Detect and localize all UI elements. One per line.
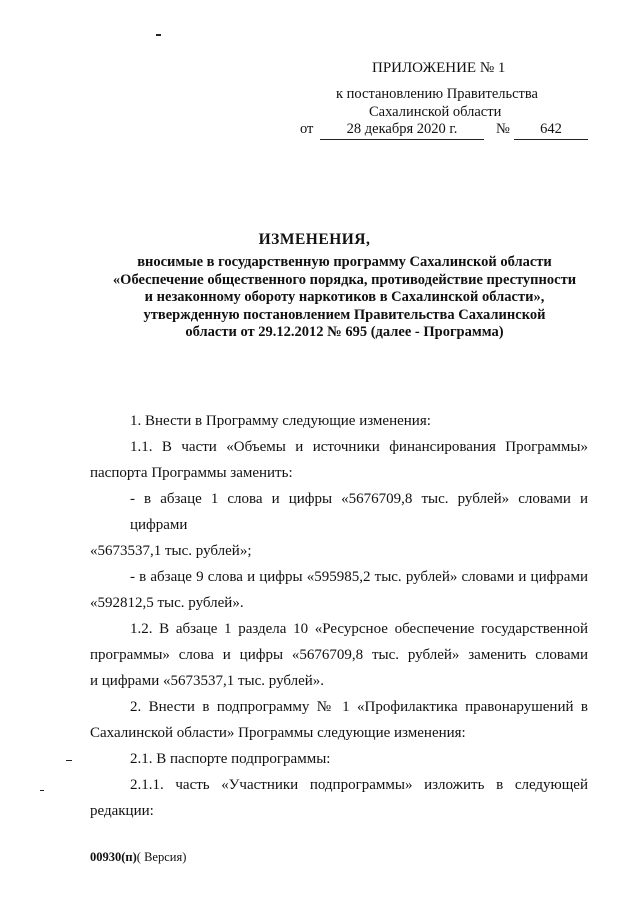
paragraph-1-1-a-cont: «5673537,1 тыс. рублей»; (90, 543, 252, 559)
paragraph-2-1: 2.1. В паспорте подпрограммы: (130, 751, 331, 767)
paragraph-1-1: 1.1. В части «Объемы и источники финансирования Программы» (130, 439, 588, 455)
paragraph-1-1-b-cont: «592812,5 тыс. рублей». (90, 595, 244, 611)
subtitle-line: и незаконному обороту наркотиков в Сахалинской области», (144, 289, 545, 305)
paragraph-2: 2. Внести в подпрограмму № 1 «Профилактика правонарушений в (130, 699, 588, 715)
paragraph-2-1-1-cont: редакции: (90, 803, 154, 819)
subtitle-line: вносимые в государственную программу Сахалинской области (137, 254, 552, 270)
paragraph-2-1-1: 2.1.1. часть «Участники подпрограммы» изложить в следующей (130, 777, 588, 793)
scan-mark (66, 760, 72, 761)
document-body (90, 408, 588, 824)
document-code: 00930(п) (90, 850, 137, 864)
paragraph-1-2: 1.2. В абзаце 1 раздела 10 «Ресурсное обеспечение государственной (130, 621, 588, 637)
appendix-line2: Сахалинской области (369, 104, 502, 120)
number-sign: № (496, 121, 510, 137)
subtitle-line: утвержденную постановлением Правительства Сахалинской (143, 306, 546, 323)
document-version: ( Версия) (136, 850, 187, 864)
decree-number: 642 (514, 121, 588, 140)
subtitle-line: области от 29.12.2012 № 695 (далее - Программа) (185, 324, 504, 340)
document-subtitle (60, 254, 629, 342)
paragraph-1-1-b: - в абзаце 9 слова и цифры «595985,2 тыс. рублей» словами и цифрами (130, 569, 588, 585)
decree-date: 28 декабря 2020 г. (320, 121, 484, 140)
from-label: от (300, 121, 314, 137)
paragraph-1-1-cont: паспорта Программы заменить: (90, 465, 293, 481)
paragraph-1: 1. Внести в Программу следующие изменения: (130, 413, 431, 429)
paragraph-2-cont: Сахалинской области» Программы следующие изменения: (90, 725, 466, 741)
footer-code (90, 850, 186, 865)
subtitle-line: «Обеспечение общественного порядка, противодействие преступности (112, 271, 577, 288)
paragraph-1-2-cont: программы» слова и цифры «5676709,8 тыс. рублей» заменить словами (90, 647, 588, 663)
paragraph-1-1-a: - в абзаце 1 слова и цифры «5676709,8 тыс. рублей» словами и цифрами (130, 491, 588, 533)
document-title: ИЗМЕНЕНИЯ, (258, 231, 371, 248)
paragraph-1-2-end: и цифрами «5673537,1 тыс. рублей». (90, 673, 325, 689)
appendix-title: ПРИЛОЖЕНИЕ № 1 (372, 60, 506, 76)
scan-mark (40, 790, 44, 791)
appendix-line1: к постановлению Правительства (336, 86, 538, 102)
scan-mark (156, 34, 161, 36)
appendix-date-row (300, 121, 590, 143)
